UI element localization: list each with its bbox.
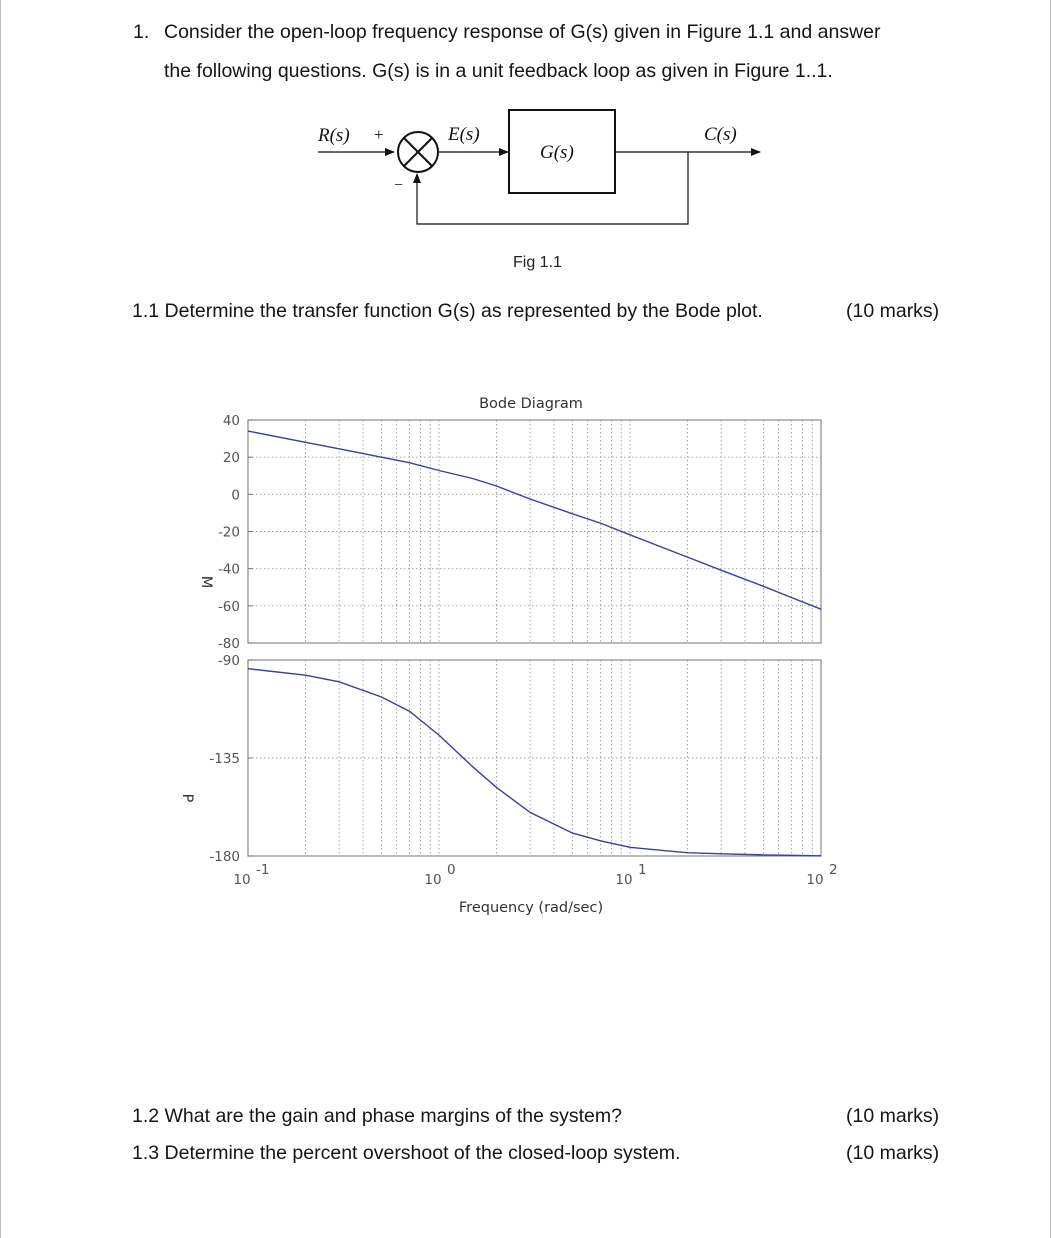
plus-sign: + [374, 125, 384, 144]
phase-tick-labels [209, 653, 253, 865]
question-1-line-2: the following questions. G(s) is in a unit feedback loop as given in Figure 1..1. [164, 60, 833, 82]
magnitude-tick-label: -40 [217, 561, 240, 578]
magnitude-tick-label: -20 [217, 524, 240, 541]
magnitude-plot-frame [248, 420, 821, 643]
figure-caption: Fig 1.1 [513, 254, 562, 271]
magnitude-tick-label: -60 [217, 598, 240, 615]
question-1-3: 1.3 Determine the percent overshoot of the closed-loop system. [132, 1142, 681, 1164]
question-1-1-marks: (10 marks) [846, 300, 940, 322]
frequency-tick-labels [233, 862, 837, 888]
phase-axis-label: P [179, 793, 195, 803]
output-label: C(s) [704, 124, 737, 145]
magnitude-tick-label: 20 [222, 450, 240, 467]
phase-tick-label: -90 [217, 653, 240, 669]
magnitude-tick-label: 0 [231, 487, 240, 504]
frequency-tick-exponent: 2 [829, 862, 838, 878]
frequency-axis-label: Frequency (rad/sec) [458, 900, 604, 916]
frequency-tick-exponent: 0 [447, 862, 456, 878]
phase-plot-frame [248, 660, 821, 856]
frequency-tick-exponent: 1 [638, 862, 647, 878]
bode-title: Bode Diagram [479, 396, 583, 412]
frequency-tick-label: 10 [806, 872, 824, 888]
magnitude-tick-label: -80 [217, 636, 240, 652]
error-label: E(s) [448, 124, 480, 145]
question-1-2-marks: (10 marks) [846, 1105, 940, 1127]
input-label: R(s) [318, 125, 350, 146]
block-label: G(s) [540, 142, 574, 163]
question-1-1: 1.1 Determine the transfer function G(s) as represented by the Bode plot. [132, 300, 763, 322]
minus-sign: − [394, 177, 404, 194]
frequency-tick-exponent: -1 [256, 862, 270, 878]
magnitude-axis-label: M [198, 575, 214, 589]
frequency-tick-label: 10 [615, 872, 633, 888]
question-1-line-1: Consider the open-loop frequency response of G(s) given in Figure 1.1 and answer [164, 21, 881, 43]
phase-tick-label: -180 [209, 849, 240, 865]
question-number: 1. [133, 21, 150, 43]
question-1-2: 1.2 What are the gain and phase margins of the system? [132, 1105, 622, 1127]
magnitude-tick-label: 40 [222, 413, 240, 429]
question-1-3-marks: (10 marks) [846, 1142, 940, 1164]
frequency-tick-label: 10 [424, 872, 442, 888]
phase-tick-label: -135 [209, 751, 240, 767]
frequency-tick-label: 10 [233, 872, 251, 888]
